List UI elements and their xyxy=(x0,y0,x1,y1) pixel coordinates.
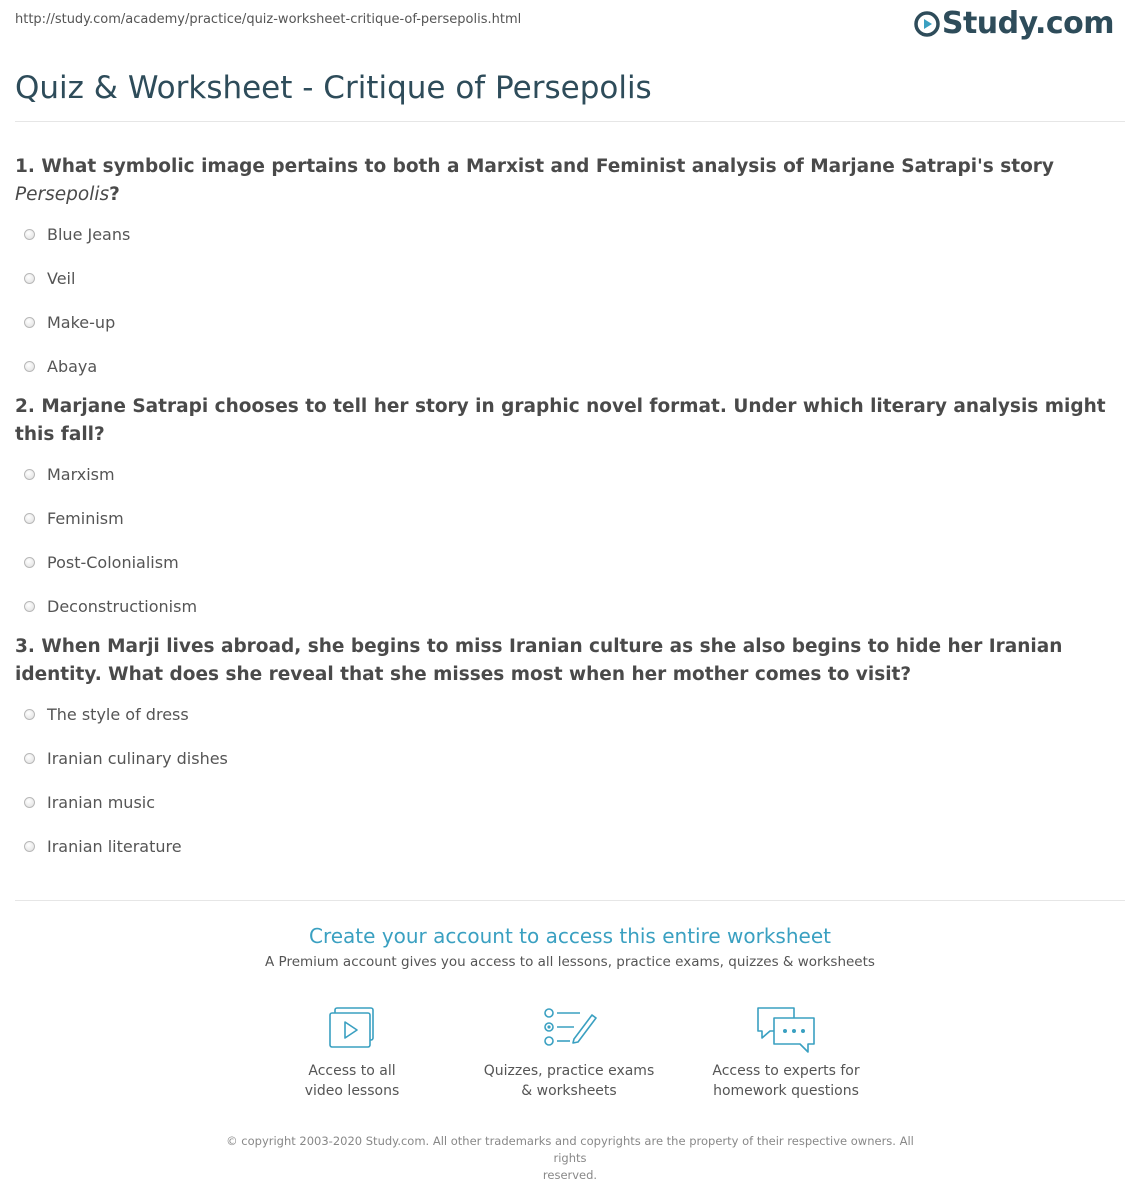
radio-button[interactable] xyxy=(24,797,35,808)
feature-label-line2: homework questions xyxy=(713,1083,859,1099)
answer-label: Veil xyxy=(47,268,76,288)
answer-option[interactable] xyxy=(15,300,1130,344)
study-logo[interactable] xyxy=(914,6,1114,41)
answer-option[interactable] xyxy=(15,824,1130,868)
answer-label: Iranian culinary dishes xyxy=(47,748,228,768)
cta-headline[interactable]: Create your account to access this entire worksheet xyxy=(309,924,831,948)
question-text-main: 1. What symbolic image pertains to both a Marxist and Feminist analysis of Marjane Satrapi's story xyxy=(15,156,1054,177)
radio-button[interactable] xyxy=(24,273,35,284)
feature-label xyxy=(257,1061,447,1101)
play-circle-icon xyxy=(914,11,940,37)
chat-bubbles-icon xyxy=(754,1005,818,1055)
radio-button[interactable] xyxy=(24,841,35,852)
answer-options xyxy=(15,212,1130,388)
answer-option[interactable] xyxy=(15,344,1130,388)
video-lessons-icon xyxy=(326,1005,378,1051)
copyright-line1: © copyright 2003-2020 Study.com. All other trademarks and copyrights are the property of their respective owners. All rights xyxy=(226,1134,914,1165)
radio-button[interactable] xyxy=(24,361,35,372)
feature-experts xyxy=(691,1005,881,1101)
question-2 xyxy=(15,393,1130,628)
radio-button[interactable] xyxy=(24,753,35,764)
answer-label: Abaya xyxy=(47,356,98,376)
answer-label: Deconstructionism xyxy=(47,596,198,616)
feature-label-line1: Access to all xyxy=(308,1063,396,1079)
radio-button[interactable] xyxy=(24,469,35,480)
question-text-italic: Persepolis xyxy=(15,184,110,205)
cta-subtext: A Premium account gives you access to all lessons, practice exams, quizzes & worksheets xyxy=(265,954,875,970)
page-title: Quiz & Worksheet - Critique of Persepolis xyxy=(15,70,652,106)
answer-label: The style of dress xyxy=(47,704,189,724)
answer-option[interactable] xyxy=(15,452,1130,496)
answer-option[interactable] xyxy=(15,692,1130,736)
feature-label xyxy=(474,1061,664,1101)
answer-label: Iranian literature xyxy=(47,836,182,856)
radio-button[interactable] xyxy=(24,601,35,612)
title-divider xyxy=(15,121,1125,122)
answer-label: Feminism xyxy=(47,508,124,528)
cta-divider xyxy=(15,900,1125,901)
answer-option[interactable] xyxy=(15,736,1130,780)
radio-button[interactable] xyxy=(24,513,35,524)
radio-button[interactable] xyxy=(24,229,35,240)
url-bar: http://study.com/academy/practice/quiz-worksheet-critique-of-persepolis.html xyxy=(15,12,522,27)
radio-button[interactable] xyxy=(24,709,35,720)
answer-option[interactable] xyxy=(15,496,1130,540)
radio-button[interactable] xyxy=(24,557,35,568)
quiz-checklist-icon xyxy=(540,1005,598,1051)
copyright-notice xyxy=(215,1133,925,1184)
radio-button[interactable] xyxy=(24,317,35,328)
answer-options xyxy=(15,692,1130,868)
question-3 xyxy=(15,633,1130,868)
answer-option[interactable] xyxy=(15,540,1130,584)
answer-label: Post-Colonialism xyxy=(47,552,179,572)
question-text-suffix: ? xyxy=(109,184,120,205)
answer-label: Marxism xyxy=(47,464,115,484)
answer-option[interactable] xyxy=(15,212,1130,256)
question-text: 3. When Marji lives abroad, she begins to miss Iranian culture as she also begins to hide her Iranian identity. What does she reveal that she misses most when her mother comes to visit? xyxy=(15,636,1063,685)
answer-label: Make-up xyxy=(47,312,116,332)
answer-options xyxy=(15,452,1130,628)
feature-label-line1: Access to experts for xyxy=(712,1063,860,1079)
question-text: 2. Marjane Satrapi chooses to tell her story in graphic novel format. Under which literary analysis might this fall? xyxy=(15,396,1106,445)
answer-label: Iranian music xyxy=(47,792,156,812)
feature-label-line1: Quizzes, practice exams xyxy=(483,1063,655,1079)
feature-quizzes xyxy=(474,1005,664,1101)
feature-label-line2: video lessons xyxy=(304,1083,400,1099)
feature-video-lessons xyxy=(257,1005,447,1101)
signup-cta xyxy=(0,924,1140,970)
question-1 xyxy=(15,153,1130,388)
feature-label xyxy=(691,1061,881,1101)
question-text xyxy=(15,153,1130,209)
answer-label: Blue Jeans xyxy=(47,224,131,244)
feature-label-line2: & worksheets xyxy=(521,1083,617,1099)
answer-option[interactable] xyxy=(15,584,1130,628)
answer-option[interactable] xyxy=(15,780,1130,824)
answer-option[interactable] xyxy=(15,256,1130,300)
copyright-line2: reserved. xyxy=(542,1168,598,1182)
logo-text: Study.com xyxy=(941,6,1114,41)
